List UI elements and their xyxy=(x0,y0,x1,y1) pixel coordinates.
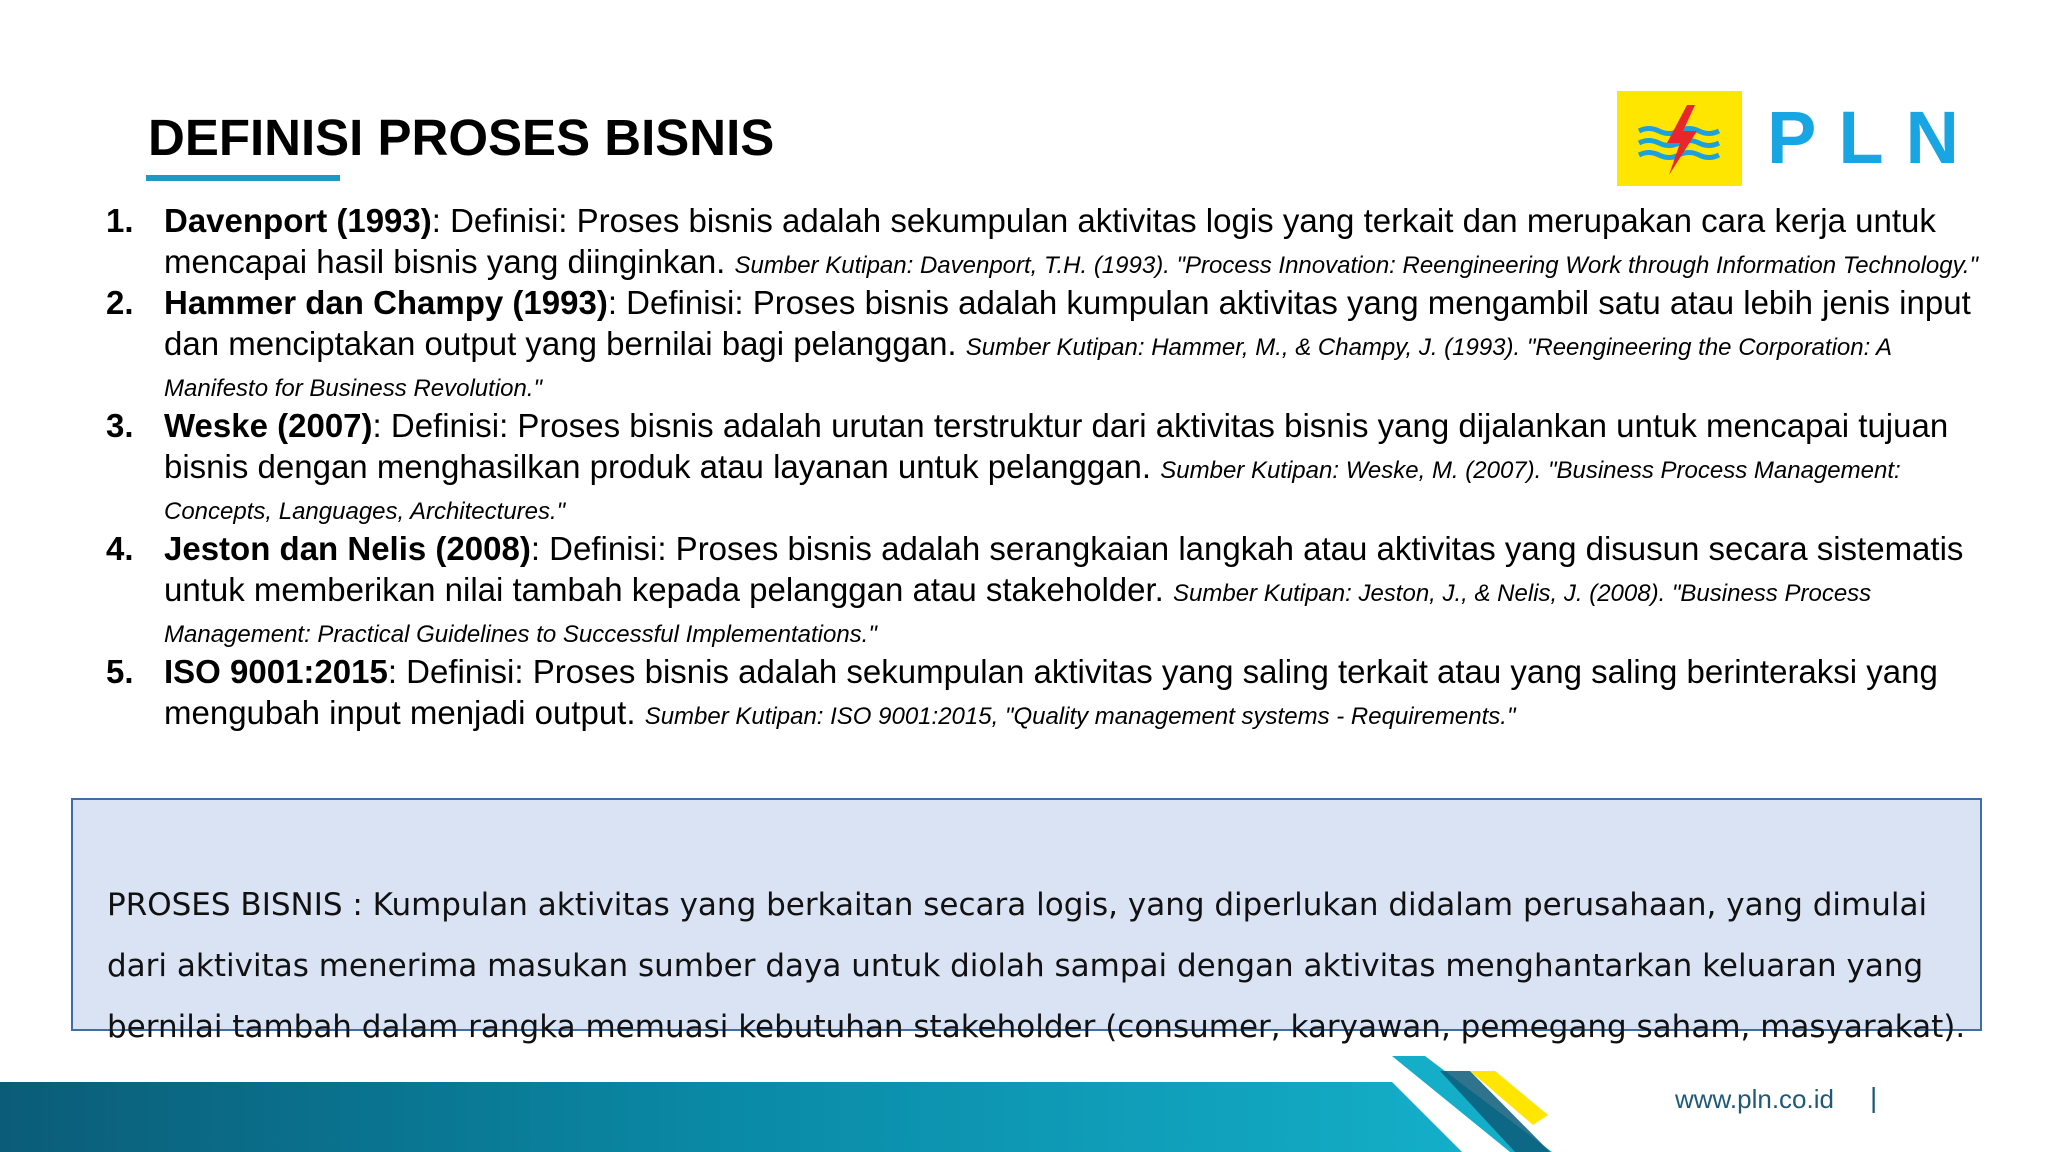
page-title: DEFINISI PROSES BISNIS xyxy=(148,109,775,166)
pln-logo xyxy=(1617,91,1979,186)
definition-item xyxy=(106,200,1986,282)
definition-source: Sumber Kutipan: Davenport, T.H. (1993). "Process Innovation: Reengineering Work through Information Technology." xyxy=(734,252,1979,279)
definition-item xyxy=(106,282,1986,405)
definition-author: Jeston dan Nelis (2008) xyxy=(164,530,531,567)
definition-source: Sumber Kutipan: Weske, M. (2007). "Business Process Management: Concepts, Languages, Architectures." xyxy=(164,457,1901,525)
definition-number: 2. xyxy=(106,284,134,321)
definition-item xyxy=(106,651,1986,733)
definition-number: 1. xyxy=(106,202,134,239)
footer-separator: | xyxy=(1870,1082,1878,1113)
title-underline xyxy=(146,175,340,181)
definition-source: Sumber Kutipan: ISO 9001:2015, "Quality management systems - Requirements." xyxy=(644,703,1516,730)
summary-text: PROSES BISNIS : Kumpulan aktivitas yang berkaitan secara logis, yang diperlukan didalam perusahaan, yang dimulai dari aktivitas menerima masukan sumber daya untuk diolah sampai dengan aktivitas menghantarkan keluaran yang bernilai tambah dalam rangka memuasi kebutuhan stakeholder (consumer, karyawan, pemegang saham, masyarakat). xyxy=(107,887,1966,1045)
pln-logo-text: PLN xyxy=(1767,96,1981,179)
definition-item xyxy=(106,405,1986,528)
definition-author: Weske (2007) xyxy=(164,407,373,444)
definition-text: : Definisi: Proses bisnis adalah urutan terstruktur dari aktivitas bisnis yang dijalankan untuk mencapai tujuan bisnis dengan menghasilkan produk atau layanan untuk pelanggan. xyxy=(164,407,1949,485)
definition-text: : Definisi: Proses bisnis adalah sekumpulan aktivitas logis yang terkait dan merupakan cara kerja untuk mencapai hasil bisnis yang diinginkan. xyxy=(164,202,1936,280)
definition-item xyxy=(106,528,1986,651)
summary-box xyxy=(71,798,1982,1045)
pln-lightning-logo-icon xyxy=(1617,91,1742,186)
definition-source: Sumber Kutipan: Jeston, J., & Nelis, J. (2008). "Business Process Management: Practical Guidelines to Successful Implementations." xyxy=(164,580,1872,648)
definition-text: : Definisi: Proses bisnis adalah serangkaian langkah atau aktivitas yang disusun secara sistematis untuk memberikan nilai tambah kepada pelanggan atau stakeholder. xyxy=(164,530,1964,608)
definition-list xyxy=(106,200,1986,733)
footer-url: www.pln.co.id xyxy=(1675,1084,1834,1114)
definition-author: Davenport (1993) xyxy=(164,202,432,239)
definition-author: Hammer dan Champy (1993) xyxy=(164,284,608,321)
definition-text: : Definisi: Proses bisnis adalah sekumpulan aktivitas yang saling terkait atau yang saling berinteraksi yang mengubah input menjadi output. xyxy=(164,653,1938,731)
definition-number: 4. xyxy=(106,530,134,567)
definition-source: Sumber Kutipan: Hammer, M., & Champy, J. (1993). "Reengineering the Corporation: A Manifesto for Business Revolution." xyxy=(164,334,1892,402)
definition-number: 5. xyxy=(106,653,134,690)
definition-author: ISO 9001:2015 xyxy=(164,653,388,690)
definition-number: 3. xyxy=(106,407,134,444)
definition-text: : Definisi: Proses bisnis adalah kumpulan aktivitas yang mengambil satu atau lebih jenis input dan menciptakan output yang bernilai bagi pelanggan. xyxy=(164,284,1971,362)
